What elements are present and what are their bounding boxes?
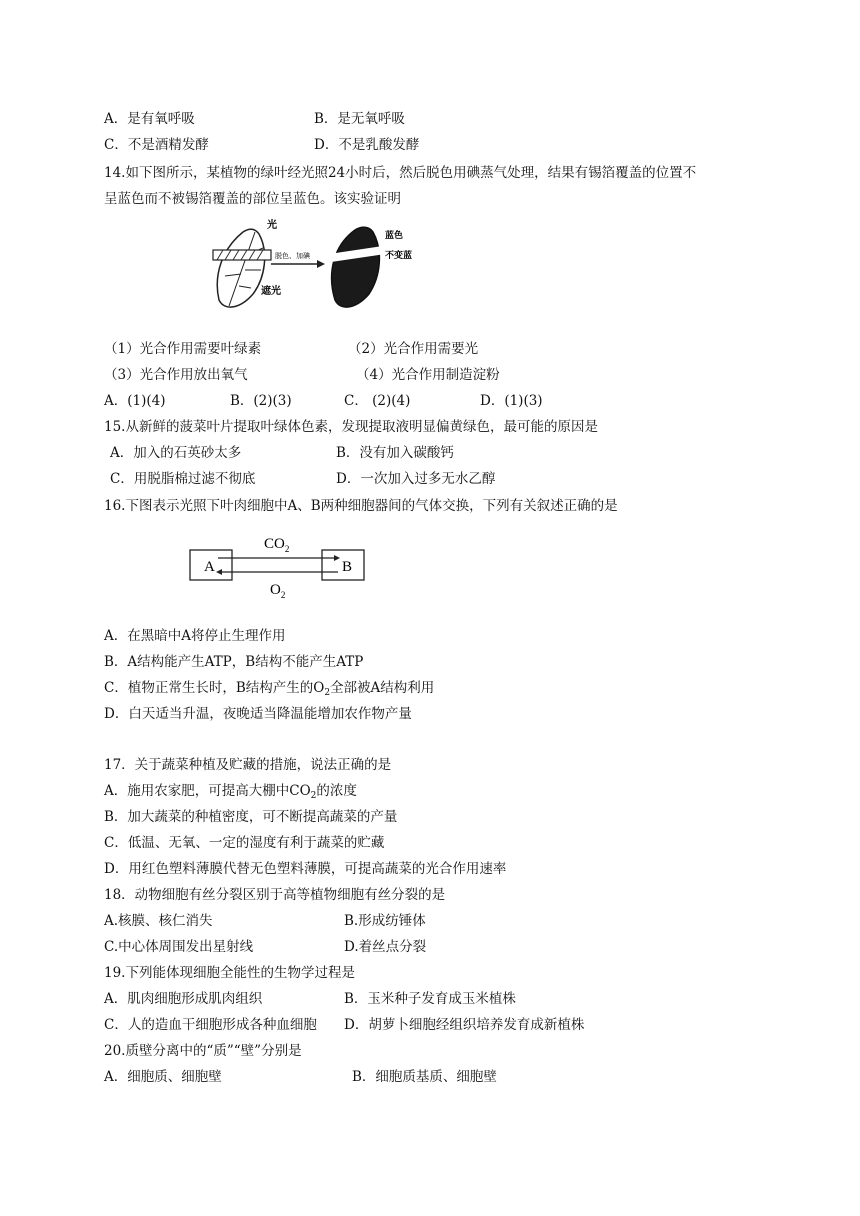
q14-statement-3: （3）光合作用放出氧气 (104, 367, 248, 383)
q13-option-a: A．是有氧呼吸 (104, 111, 195, 127)
q14-option-c: C． (2)(4) (344, 393, 411, 409)
q15-option-c: C．用脱脂棉过滤不彻底 (110, 471, 256, 487)
not-blue-label: 不变蓝 (385, 251, 413, 261)
q17-stem: 17．关于蔬菜种植及贮藏的措施，说法正确的是 (104, 757, 392, 773)
process-arrowhead (317, 260, 325, 268)
q15-option-b: B．没有加入碳酸钙 (336, 445, 454, 461)
q17-option-c: C．低温、无氧、一定的湿度有利于蔬菜的贮藏 (104, 835, 385, 851)
stained-leaf (332, 227, 380, 307)
q14-stem-line2: 呈蓝色而不被锡箔覆盖的部位呈蓝色。该实验证明 (104, 191, 401, 207)
q18-option-a: A.核膜、核仁消失 (104, 913, 213, 929)
q17-option-a: A．施用农家肥，可提高大棚中$CO_2$的浓度 (104, 783, 357, 801)
shaded-leaf-outline (217, 229, 264, 307)
q17-option-b: B．加大蔬菜的种植密度，可不断提高蔬菜的产量 (104, 809, 398, 825)
q16-option-a: A．在黑暗中A将停止生理作用 (104, 628, 286, 644)
q14-option-a: A．(1)(4) (104, 393, 166, 409)
q14-statement-2: （2）光合作用需要光 (348, 341, 479, 357)
q20-option-a: A．细胞质、细胞壁 (104, 1069, 222, 1085)
q18-option-d: D.着丝点分裂 (344, 939, 427, 955)
o2-label: $O_2$ (270, 582, 286, 600)
q15-stem: 15.从新鲜的菠菜叶片提取叶绿体色素，发现提取液明显偏黄绿色，最可能的原因是 (104, 419, 598, 435)
q15-option-a: A．加入的石英砂太多 (110, 445, 242, 461)
co2-label: $CO_2$ (264, 536, 290, 554)
q17-option-d: D．用红色塑料薄膜代替无色塑料薄膜，可提高蔬菜的光合作用速率 (104, 861, 507, 877)
q14-statement-4: （4）光合作用制造淀粉 (356, 367, 500, 383)
leaf-experiment-figure (205, 218, 440, 318)
process-label: 脱色、加碘 (275, 252, 310, 260)
q19-stem: 19.下列能体现细胞全能性的生物学过程是 (104, 965, 355, 981)
q16-option-d: D．白天适当升温，夜晚适当降温能增加农作物产量 (104, 706, 412, 722)
q13-option-d: D．不是乳酸发酵 (314, 137, 420, 153)
light-label: 光 (267, 220, 277, 231)
q19-option-c: C．人的造血干细胞形成各种血细胞 (104, 1017, 317, 1033)
q14-option-b: B．(2)(3) (230, 393, 292, 409)
q16-option-b: B．A结构能产生ATP，B结构不能产生ATP (104, 654, 364, 670)
blue-label: 蓝色 (385, 231, 404, 241)
q16-option-c: C．植物正常生长时，B结构产生的$O_2$全部被A结构利用 (104, 680, 435, 698)
gas-exchange-figure (188, 528, 368, 600)
q13-option-c: C．不是酒精发酵 (104, 137, 209, 153)
q13-option-b: B．是无氧呼吸 (314, 111, 405, 127)
q18-option-c: C.中心体周围发出星射线 (104, 939, 254, 955)
organelle-a-label: A (204, 559, 215, 575)
q14-option-d: D．(1)(3) (480, 393, 543, 409)
q19-option-d: D．胡萝卜细胞经组织培养发育成新植株 (344, 1017, 585, 1033)
q19-option-a: A．肌肉细胞形成肌肉组织 (104, 991, 263, 1007)
q18-option-b: B.形成纺锤体 (344, 913, 426, 929)
q20-option-b: B．细胞质基质、细胞壁 (352, 1069, 497, 1085)
q14-stem-line1: 14.如下图所示，某植物的绿叶经光照24小时后，然后脱色用碘蒸气处理，结果有锡箔覆盖的位置不 (104, 165, 697, 181)
q14-statement-1: （1）光合作用需要叶绿素 (104, 341, 262, 357)
q15-option-d: D．一次加入过多无水乙醇 (336, 471, 496, 487)
q19-option-b: B．玉米种子发育成玉米植株 (344, 991, 516, 1007)
organelle-b-label: B (342, 559, 353, 575)
q16-stem: 16.下图表示光照下叶肉细胞中A、B两种细胞器间的气体交换，下列有关叙述正确的是 (104, 498, 618, 514)
shade-label: 遮光 (261, 286, 281, 297)
q20-stem: 20.质壁分离中的“质”“壁”分别是 (104, 1043, 302, 1059)
q18-stem: 18．动物细胞有丝分裂区别于高等植物细胞有丝分裂的是 (104, 887, 446, 903)
